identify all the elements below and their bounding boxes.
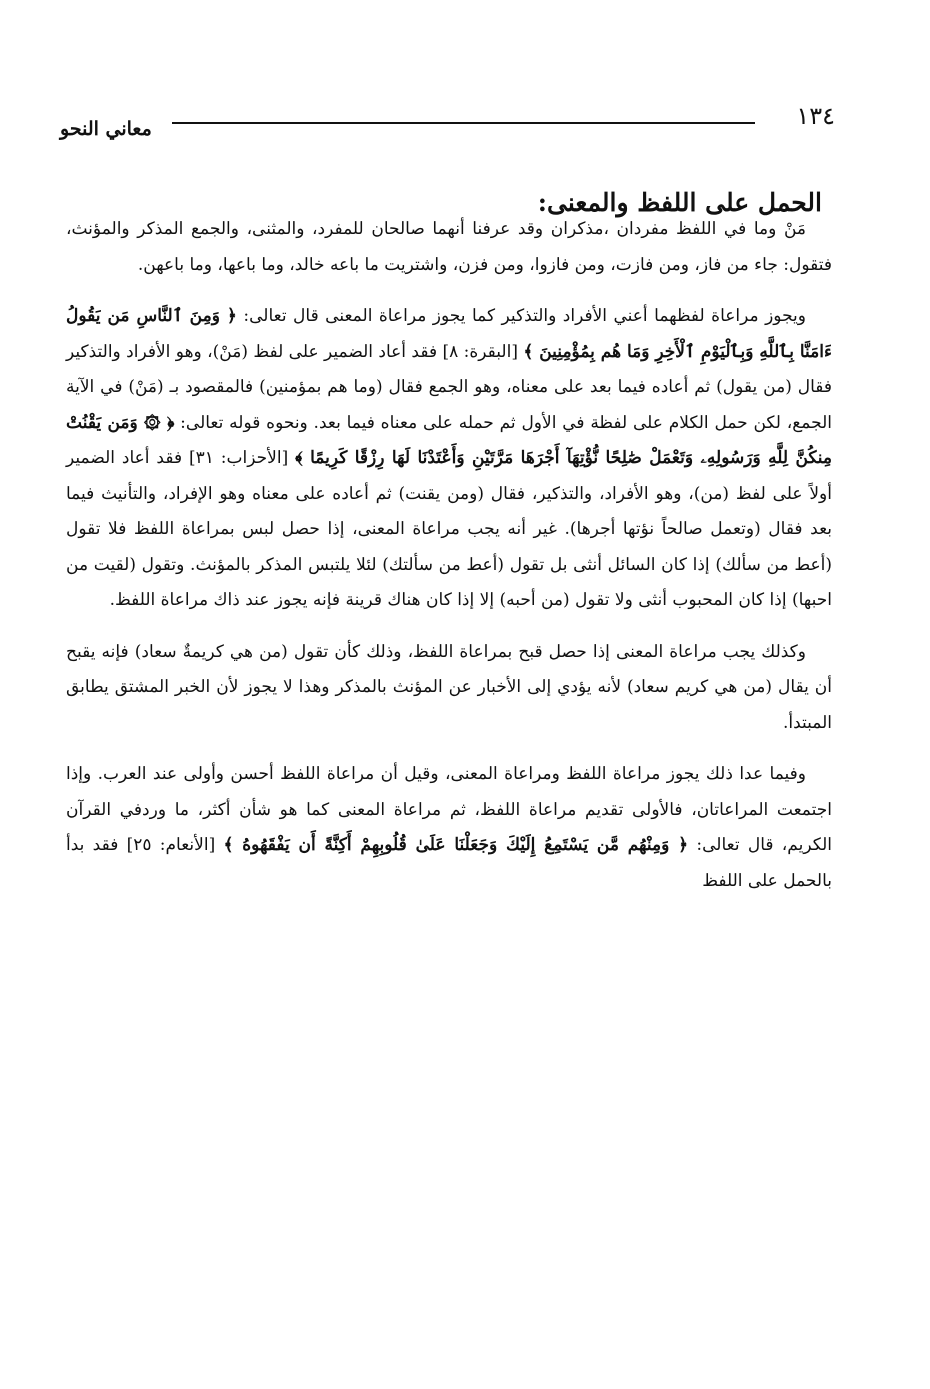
- quran-verse: ﴿ ۞ وَمَن يَقْنُتْ مِنكُنَّ لِلَّهِ وَرَسُولِهِۦ وَتَعْمَلْ صَٰلِحًا نُّؤْتِهَآ أَجْرَهَا مَرَّتَيْنِ وَأَعْتَدْنَا لَهَا رِزْقًا كَرِيمًا ﴾: [66, 412, 833, 468]
- paragraph: [66, 299, 832, 619]
- paragraph: [66, 635, 832, 742]
- text-segment: [الأنعام: ٢٥] فقد بدأ بالحمل على اللفظ: [66, 835, 832, 891]
- page-header: [60, 100, 835, 140]
- text-segment: وفيما عدا ذلك يجوز مراعاة اللفظ ومراعاة المعنى، وقيل أن مراعاة اللفظ أحسن وأولى عند العرب. وإذا اجتمعت المراعاتان، فالأولى تقديم مراعاة اللفظ، ثم مراعاة المعنى كما هو شأن أكثر، ما وردفي القرآن الكريم، قال تعالى:: [66, 764, 833, 855]
- paragraph: [66, 212, 832, 283]
- text-segment: وكذلك يجب مراعاة المعنى إذا حصل قبح بمراعاة اللفظ، وذلك كأن تقول (من هي كريمةٌ سعاد) فإنه يقبح أن يقال (من هي كريم سعاد) لأنه يؤدي إلى الأخبار عن المؤنث بالمذكر وهذا لا يجوز لأن الخبر المشتق يطابق المبتدأ.: [66, 641, 832, 733]
- quran-verse: ﴿ وَمِنْهُم مَّن يَسْتَمِعُ إِلَيْكَ وَجَعَلْنَا عَلَىٰ قُلُوبِهِمْ أَكِنَّةً أَن يَفْقَهُوهُ ﴾: [223, 835, 689, 855]
- section-heading: الحمل على اللفظ والمعنى:: [537, 187, 822, 217]
- header-rule: [172, 122, 755, 124]
- book-title: معاني النحو: [60, 118, 152, 140]
- text-segment: ويجوز مراعاة لفظهما أعني الأفراد والتذكير كما يجوز مراعاة المعنى قال تعالى:: [236, 306, 807, 326]
- paragraph: [66, 757, 832, 899]
- body-text: [66, 212, 832, 915]
- quran-verse: ﴿ وَمِنَ ٱلنَّاسِ مَن يَقُولُ ءَامَنَّا بِٱللَّهِ وَبِٱلْيَوْمِ ٱلْأَخِرِ وَمَا هُم بِمُؤْمِنِينَ ﴾: [66, 306, 832, 362]
- text-segment: [البقرة: ٨] فقد أعاد الضمير على لفظ (مَنْ)، وهو الأفراد والتذكير فقال (من يقول) ثم أعاده فيما بعد على معناه، وهو الجمع فقال (وما هم بمؤمنين) فالمقصود بـ (مَنْ) في الآية الجمع، لكن حمل الكلام على لفظة في الأول ثم حمله على معناه فيما بعد. ونحوه قوله تعالى:: [66, 341, 833, 433]
- page-number: ١٣٤: [796, 102, 835, 130]
- text-segment: [الأحزاب: ٣١] فقد أعاد الضمير أولاً على لفظ (من)، وهو الأفراد، والتذكير، فقال (ومن يقنت) ثم أعاده على معناه وهو الإفراد، والتأنيث فيما بعد فقال (وتعمل صالحاً نؤتها أجرها). غير أنه يجب مراعاة المعنى، إذا حصل لبس بمراعاة اللفظ فلا تقول (أعط من سألك) إذا كان السائل أنثى بل تقول (أعط من سألتك) لئلا يلتبس المذكر بالمؤنث. وتقول (لقيت من احبها) إذا كان المحبوب أنثى ولا تقول (من أحبه) إلا إذا كان هناك قرينة فإنه يجوز عند ذاك مراعاة اللفظ.: [66, 448, 832, 610]
- text-segment: مَنْ وما في اللفظ مفردان ،مذكران وقد عرفنا أنهما صالحان للمفرد، والمثنى، والجمع المذكر والمؤنث، فتقول: جاء من فاز، ومن فازت، ومن فازوا، ومن فزن، واشتريت ما باعه خالد، وما باعها، وما باعهن.: [66, 219, 832, 275]
